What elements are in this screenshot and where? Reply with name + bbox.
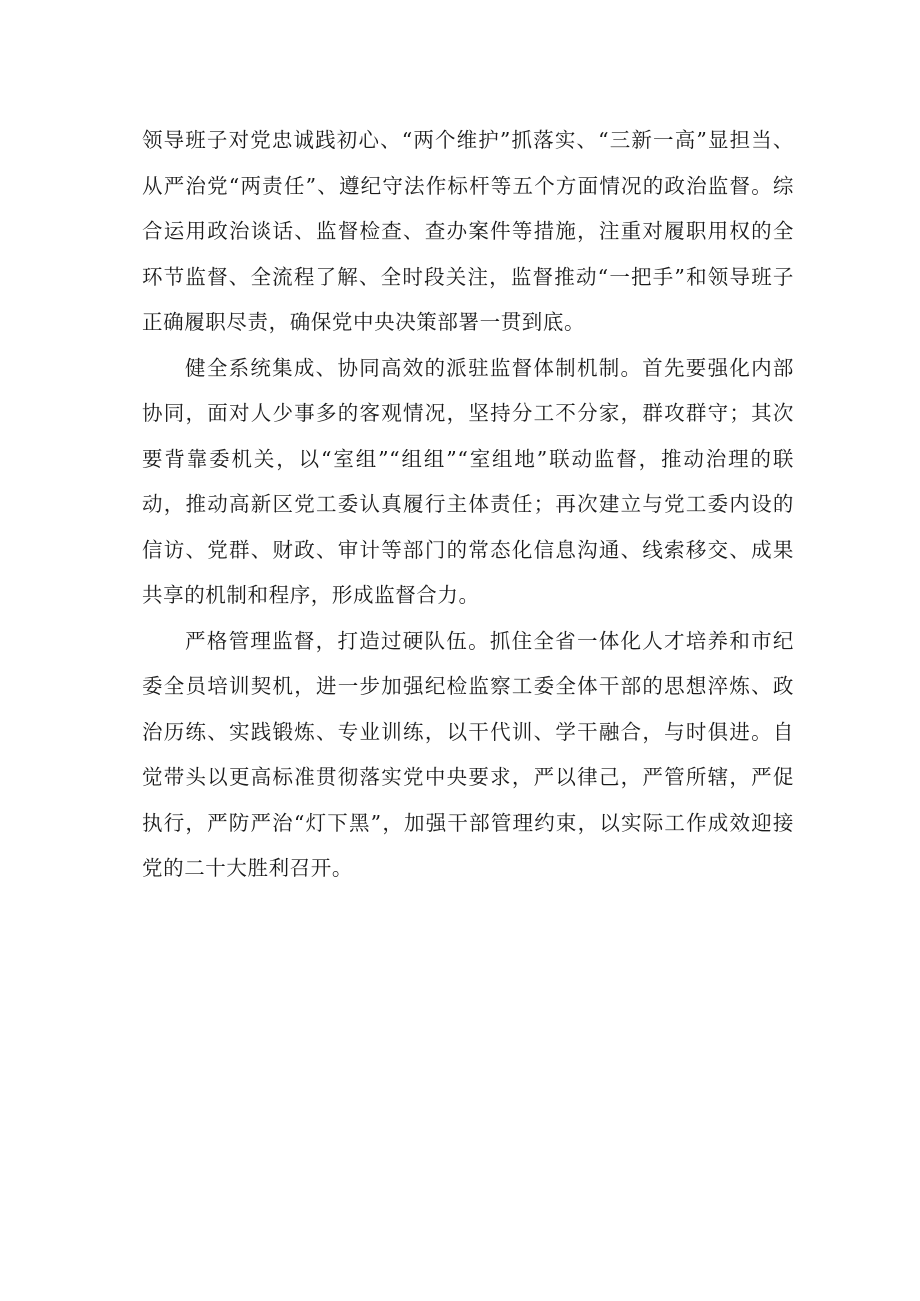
- paragraph-1: 领导班子对党忠诚践初心、“两个维护”抓落实、“三新一高”显担当、从严治党“两责任”、遵纪守法作标杆等五个方面情况的政治监督。综合运用政治谈话、监督检查、查办案件等措施，注重对履职用权的全环节监督、全流程了解、全时段关注，监督推动“一把手”和领导班子正确履职尽责，确保党中央决策部署一贯到底。: [142, 128, 794, 334]
- paragraph-2: 健全系统集成、协同高效的派驻监督体制机制。首先要强化内部协同，面对人少事多的客观情况，坚持分工不分家，群攻群守；其次要背靠委机关，以“室组”“组组”“室组地”联动监督，推动治理的联动，推动高新区党工委认真履行主体责任；再次建立与党工委内设的信访、党群、财政、审计等部门的常态化信息沟通、线索移交、成果共享的机制和程序，形成监督合力。: [142, 355, 794, 607]
- paragraph-3: 严格管理监督，打造过硬队伍。抓住全省一体化人才培养和市纪委全员培训契机，进一步加强纪检监察工委全体干部的思想淬炼、政治历练、实践锻炼、专业训练，以干代训、学干融合，与时俱进。自觉带头以更高标准贯彻落实党中央要求，严以律己，严管所辖，严促执行，严防严治“灯下黑”，加强干部管理约束，以实际工作成效迎接党的二十大胜利召开。: [142, 628, 794, 880]
- document-body: [142, 118, 794, 892]
